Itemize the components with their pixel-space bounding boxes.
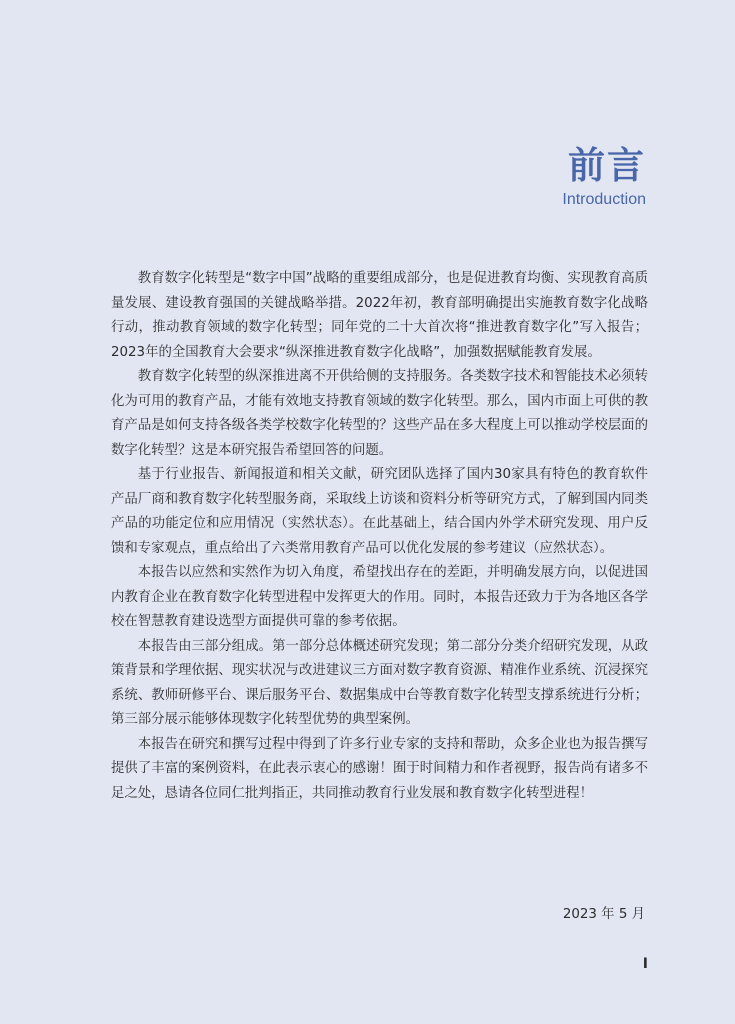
page-title: 前言 (568, 144, 646, 187)
paragraph-6: 本报告在研究和撰写过程中得到了许多行业专家的支持和帮助，众多企业也为报告撰写提供了丰富的案例资料，在此表示衷心的感谢！囿于时间精力和作者视野，报告尚有诸多不足之处，恳请各位同仁批判指正，共同推动教育行业发展和教育数字化转型进程！ (111, 736, 648, 801)
paragraph-5: 本报告由三部分组成。第一部分总体概述研究发现；第二部分分类介绍研究发现，从政策背景和学理依据、现实状况与改进建议三方面对数字教育资源、精准作业系统、沉浸探究系统、教师研修平台、课后服务平台、数据集成中台等教育数字化转型支撑系统进行分析；第三部分展示能够体现数字化转型优势的典型案例。 (111, 638, 648, 727)
paragraph-4: 本报告以应然和实然作为切入角度，希望找出存在的差距，并明确发展方向，以促进国内教育企业在教育数字化转型进程中发挥更大的作用。同时，本报告还致力于为各地区各学校在智慧教育建设选型方面提供可靠的参考依据。 (111, 565, 648, 629)
page-number: I (642, 956, 648, 972)
heading-block (562, 143, 646, 210)
report-date: 2023 年 5 月 (562, 907, 645, 922)
paragraph-3: 基于行业报告、新闻报道和相关文献，研究团队选择了国内30家具有特色的教育软件产品厂商和教育数字化转型服务商，采取线上访谈和资料分析等研究方式，了解到国内同类产品的功能定位和应用情况（实然状态）。在此基础上，结合国内外学术研究发现、用户反馈和专家观点，重点给出了六类常用教育产品可以优化发展的参考建议（应然状态）。 (111, 467, 648, 556)
body-text (111, 267, 648, 806)
paragraph-1: 教育数字化转型是“数字中国”战略的重要组成部分，也是促进教育均衡、实现教育高质量发展、建设教育强国的关键战略举措。2022年初，教育部明确提出实施教育数字化战略行动，推动教育领域的数字化转型；同年党的二十大首次将“推进教育数字化”写入报告；2023年的全国教育大会要求“纵深推进教育数字化战略”，加强数据赋能教育发展。 (111, 271, 648, 360)
page-subtitle: Introduction (562, 191, 646, 208)
paragraph-2: 教育数字化转型的纵深推进离不开供给侧的支持服务。各类数字技术和智能技术必须转化为可用的教育产品，才能有效地支持教育领域的数字化转型。那么，国内市面上可供的教育产品是如何支持各级各类学校数字化转型的？这些产品在多大程度上可以推动学校层面的数字化转型？这是本研究报告希望回答的问题。 (111, 369, 648, 458)
